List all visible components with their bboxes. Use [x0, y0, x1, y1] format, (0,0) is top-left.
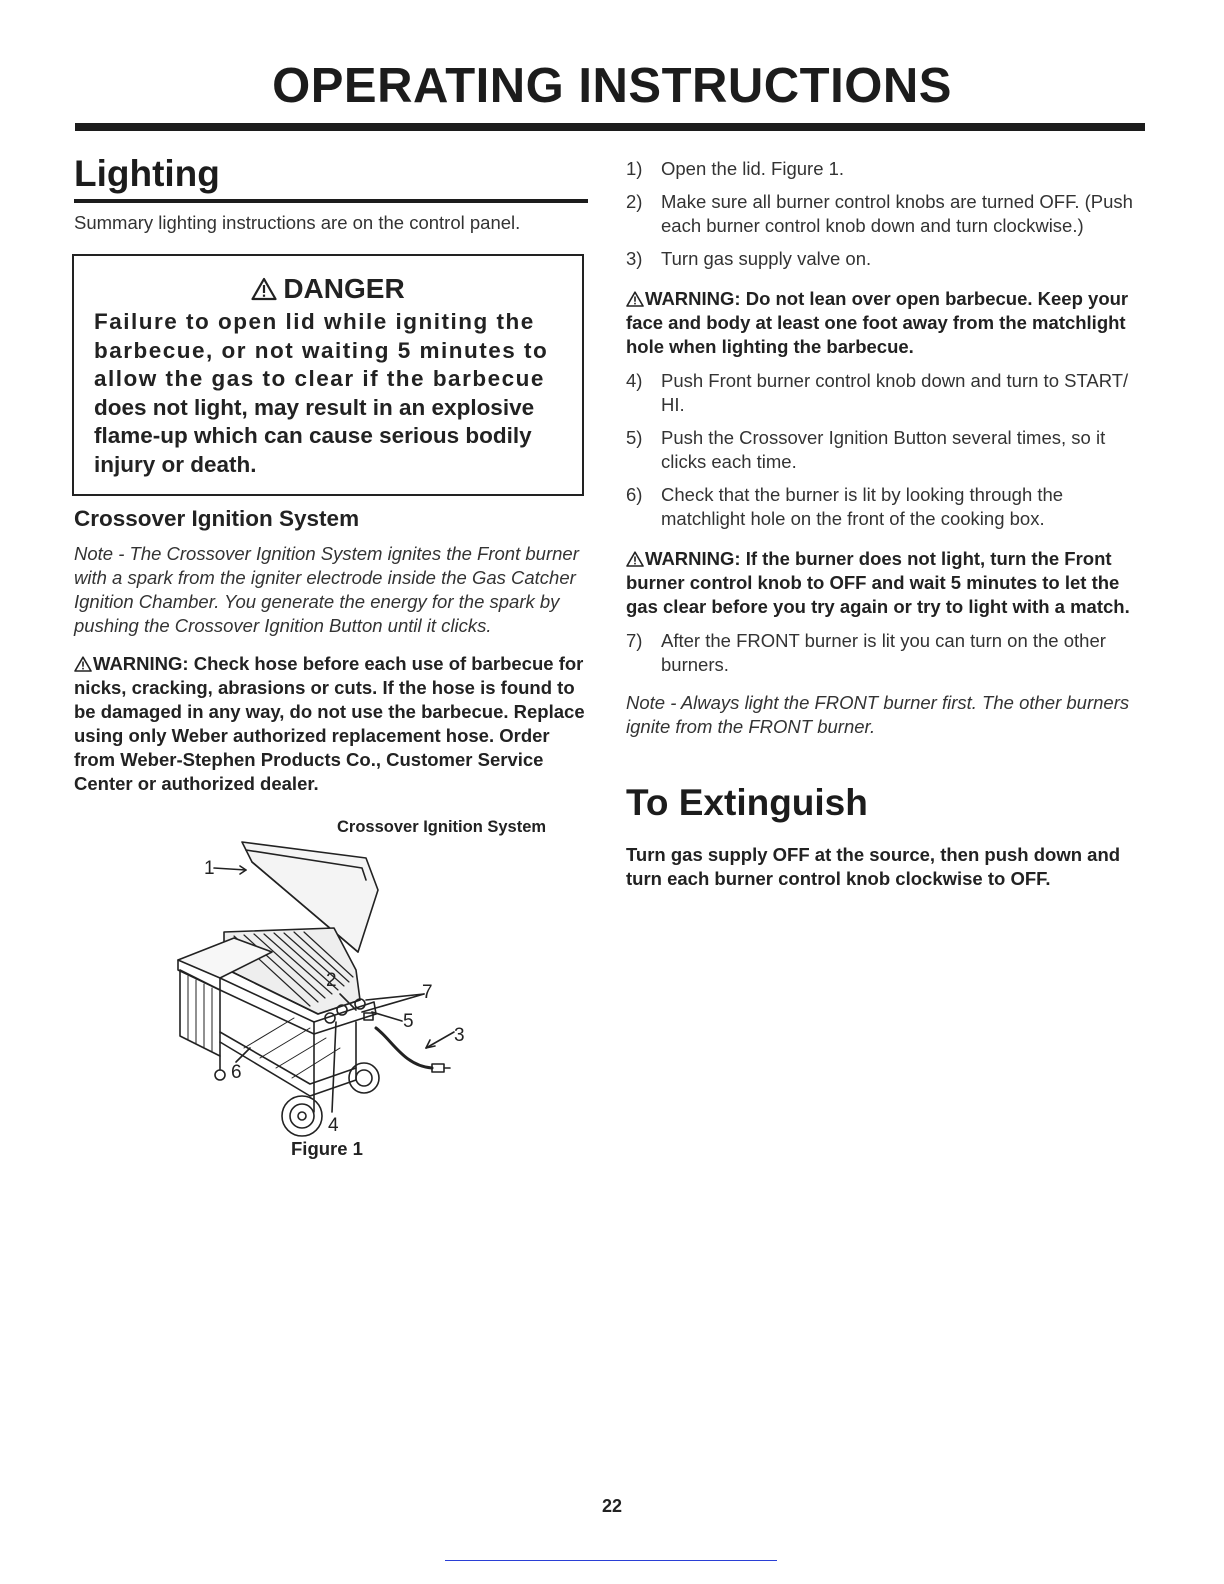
- figure-title: Crossover Ignition System: [337, 817, 547, 836]
- step-item: [626, 369, 1146, 417]
- step-item: [626, 157, 1146, 181]
- danger-line: Failure to open lid while igniting the: [94, 309, 535, 334]
- step-number: 1): [626, 158, 643, 179]
- danger-box: [72, 254, 584, 496]
- callout-3: 3: [454, 1024, 465, 1046]
- step-number: 5): [626, 427, 643, 448]
- step-text: Make sure all burner control knobs are turned OFF. (Push each burner control knob down and turn clockwise.): [661, 191, 1133, 236]
- callout-1: 1: [204, 857, 215, 879]
- crossover-heading: Crossover Ignition System: [74, 505, 360, 531]
- step-number: 7): [626, 630, 643, 651]
- step-item: [626, 426, 1146, 474]
- step-item: [626, 483, 1146, 531]
- danger-line: flame-up which can cause serious bodily: [94, 423, 532, 449]
- warning-triangle-icon: [626, 551, 644, 567]
- warning-triangle-icon: [251, 277, 277, 301]
- warning-triangle-icon: [626, 291, 644, 307]
- step-number: 2): [626, 191, 643, 212]
- danger-line: allow the gas to clear if the barbecue: [94, 366, 545, 392]
- step-text: Turn gas supply valve on.: [661, 248, 872, 269]
- figure-caption: Figure 1: [291, 1137, 363, 1159]
- page-title: OPERATING INSTRUCTIONS: [272, 59, 952, 113]
- lean-warning: [626, 287, 1146, 359]
- lighting-heading: Lighting: [74, 153, 220, 194]
- callout-6: 6: [231, 1061, 242, 1083]
- step-text: Push Front burner control knob down and turn to START/ HI.: [661, 370, 1129, 415]
- danger-line: does not light, may result in an explosive: [94, 394, 535, 420]
- step-item: [626, 247, 1146, 271]
- no-light-warning-text: WARNING: If the burner does not light, turn the Front burner control knob to OFF and wait 5 minutes to let the gas clear before you try again or try to light with a match.: [626, 548, 1130, 617]
- hose-warning-text: WARNING: Check hose before each use of barbecue for nicks, cracking, abrasions or cuts. If the hose is found to be damaged in any way, do not use the barbecue. Replace using only Weber authorized replacement hose. Order from Weber-Stephen Products Co., Customer Service Center or authorized dealer.: [74, 652, 585, 794]
- step-number: 6): [626, 484, 643, 505]
- danger-heading: [94, 272, 562, 306]
- step-item: [626, 190, 1146, 238]
- warning-triangle-icon: [74, 656, 92, 672]
- extinguish-text: Turn gas supply OFF at the source, then push down and turn each burner control knob clockwise to OFF.: [626, 844, 1121, 889]
- figure-1: [74, 800, 588, 1172]
- danger-line: injury or death.: [94, 451, 257, 477]
- callout-4: 4: [328, 1114, 339, 1136]
- callout-5: 5: [403, 1010, 414, 1032]
- extinguish-heading: To Extinguish: [626, 782, 868, 823]
- front-burner-note: Note - Always light the FRONT burner first. The other burners ignite from the FRONT burner.: [626, 692, 1130, 737]
- danger-text: [94, 308, 562, 480]
- lighting-rule: [74, 199, 588, 203]
- lean-warning-text: WARNING: Do not lean over open barbecue. Keep your face and body at least one foot away from the matchlight hole when lighting the barbecue.: [626, 288, 1129, 357]
- danger-line: barbecue, or not waiting 5 minutes to: [94, 337, 549, 363]
- callout-7: 7: [422, 981, 433, 1003]
- title-rule: [75, 123, 1145, 131]
- step-text: After the FRONT burner is lit you can turn on the other burners.: [661, 630, 1106, 675]
- step-text: Check that the burner is lit by looking through the matchlight hole on the front of the cooking box.: [661, 484, 1064, 529]
- page-number: 22: [601, 1496, 623, 1516]
- step-number: 3): [626, 248, 643, 269]
- left-column: [74, 150, 588, 1172]
- lighting-summary: Summary lighting instructions are on the control panel.: [74, 212, 521, 233]
- no-light-warning: [626, 547, 1146, 619]
- bottom-link-underline: [445, 1560, 777, 1561]
- danger-title: DANGER: [283, 273, 405, 304]
- hose-warning: [74, 652, 588, 796]
- callout-2: 2: [326, 969, 337, 991]
- step-number: 4): [626, 370, 643, 391]
- step-item: [626, 629, 1146, 677]
- crossover-note: Note - The Crossover Ignition System ignites the Front burner with a spark from the igniter electrode inside the Gas Catcher Ignition Chamber. You generate the energy for the spark by pushing the Crossover Ignition Button until it clicks.: [74, 542, 579, 636]
- right-column: [626, 157, 1146, 891]
- step-text: Push the Crossover Ignition Button several times, so it clicks each time.: [661, 427, 1106, 472]
- step-text: Open the lid. Figure 1.: [661, 158, 845, 179]
